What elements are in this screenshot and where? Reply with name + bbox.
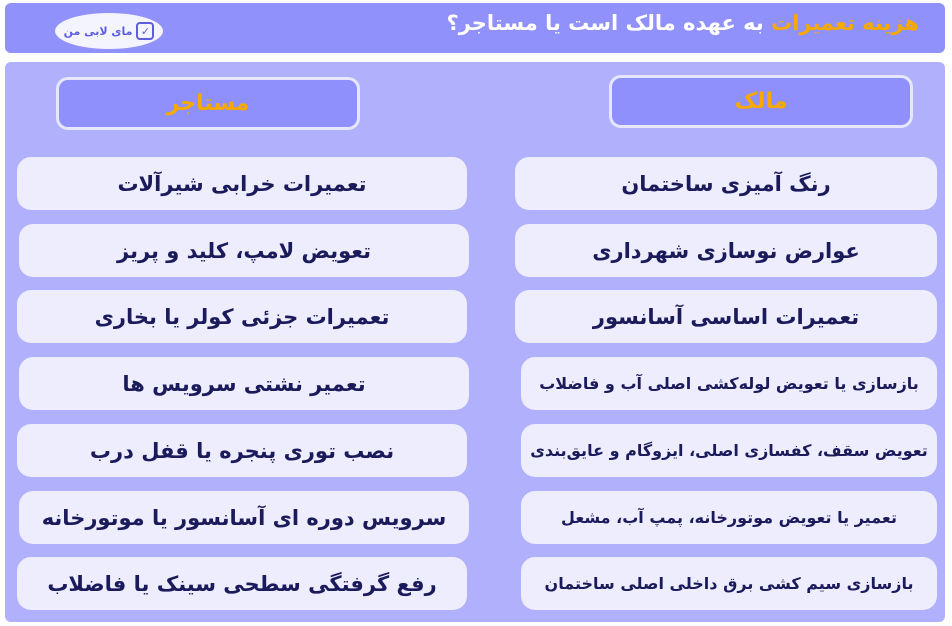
logo[interactable] (55, 13, 163, 49)
tenant-item: تعمیرات جزئی کولر یا بخاری (17, 290, 467, 343)
owner-item: عوارض نوسازی شهرداری (515, 224, 937, 277)
logo-text: مای لابی من (63, 24, 133, 38)
tenant-column-header: مستاجر (56, 77, 360, 130)
owner-item: بازسازی یا تعویض لوله‌کشی اصلی آب و فاضلاب (521, 357, 937, 410)
page-title (447, 11, 919, 35)
header-bar (5, 3, 945, 53)
title-highlight: هزینه تعمیرات (771, 11, 919, 35)
tenant-item: سرویس دوره ای آسانسور یا موتورخانه (19, 491, 469, 544)
owner-item: تعمیر یا تعویض موتورخانه، پمپ آب، مشعل (521, 491, 937, 544)
tenant-item: تعمیر نشتی سرویس ها (19, 357, 469, 410)
owner-item: تعمیرات اساسی آسانسور (515, 290, 937, 343)
owner-item: بازسازی سیم کشی برق داخلی اصلی ساختمان (521, 557, 937, 610)
owner-item: رنگ آمیزی ساختمان (515, 157, 937, 210)
owner-column-header: مالک (609, 75, 913, 128)
tenant-item: تعویض لامپ، کلید و پریز (19, 224, 469, 277)
house-check-icon: ✓ (136, 22, 154, 40)
owner-item: تعویض سقف، کفسازی اصلی، ایزوگام و عایق‌بندی (521, 424, 937, 477)
title-rest: به عهده مالک است یا مستاجر؟ (446, 11, 772, 35)
tenant-item: تعمیرات خرابی شیرآلات (17, 157, 467, 210)
tenant-item: نصب توری پنجره یا قفل درب (17, 424, 467, 477)
tenant-item: رفع گرفتگی سطحی سینک یا فاضلاب (17, 557, 467, 610)
